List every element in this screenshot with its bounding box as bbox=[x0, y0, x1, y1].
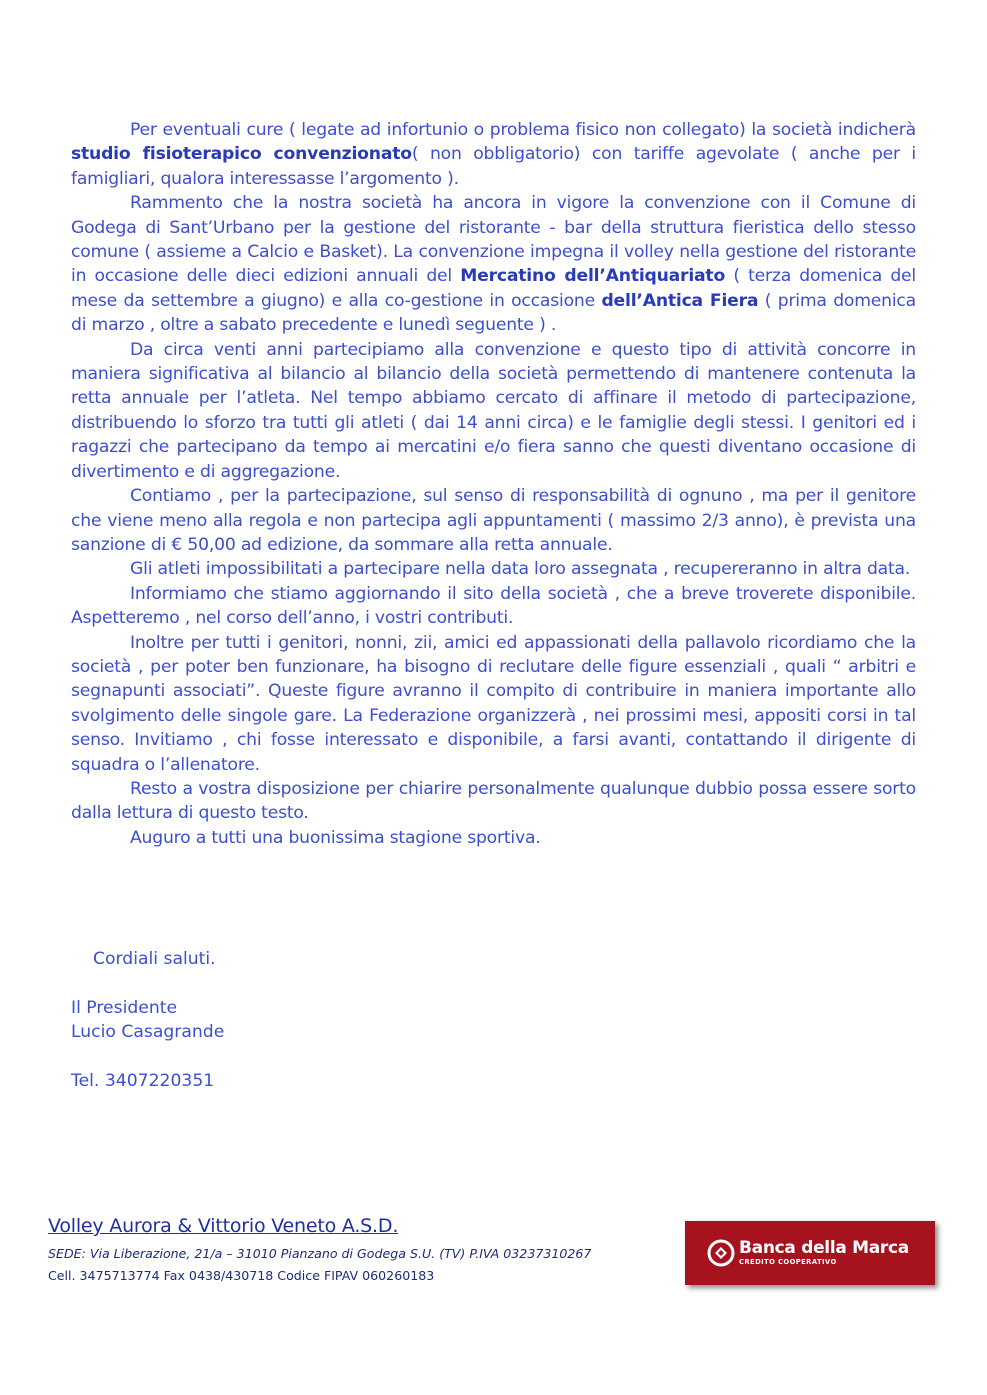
paragraph-convention bbox=[71, 191, 916, 337]
bold-phrase: studio fisioterapico convenzionato bbox=[71, 144, 412, 165]
sponsor-text bbox=[739, 1239, 909, 1267]
sponsor-logo bbox=[685, 1221, 935, 1285]
paragraph-text: Per eventuali cure ( legate ad infortunio o problema fisico non collegato) la società indicherà bbox=[130, 120, 916, 140]
paragraph-wishes: Auguro a tutti una buonissima stagione sportiva. bbox=[130, 827, 541, 848]
club-contacts: Cell. 3475713774 Fax 0438/430718 Codice FIPAV 060260183 bbox=[48, 1268, 435, 1283]
signature-name: Lucio Casagrande bbox=[71, 1022, 225, 1042]
paragraph-availability: Resto a vostra disposizione per chiarire personalmente qualunque dubbio possa essere sorto dalla lettura di questo testo. bbox=[71, 778, 916, 824]
letter-body bbox=[71, 118, 916, 850]
signature-role: Il Presidente bbox=[71, 998, 178, 1018]
paragraph-referees: Inoltre per tutti i genitori, nonni, zii, amici ed appassionati della pallavolo ricordiamo che la società , per poter ben funzionare, ha bisogno di reclutare delle figure essenziali , quali “ arbitri e segnapunti associati”. Queste figure avranno il compito di contribuire in maniera importante allo svolgimento delle singole gare. La Federazione organizzerà , nei prossimi mesi, appositi corsi in tal senso. Invitiamo , chi fosse interessato e disponibile, a farsi avanti, contattando il dirigente di squadra o l’allenatore. bbox=[71, 632, 916, 775]
paragraph-text: Rammento che la nostra società ha ancora in vigore la convenzione con il Comune di Godega di Sant’Urbano per la gestione del ristorante - bar della struttura fieristica dello stesso comune ( assieme a Calcio e Basket). La convenzione impegna il volley nella gestione del ristorante in occasione delle dieci edizioni annuali del bbox=[71, 193, 916, 287]
paragraph-text: ( prima domenica di marzo , oltre a sabato precedente e lunedì seguente ) . bbox=[71, 290, 917, 336]
sponsor-name: Banca della Marca bbox=[739, 1238, 909, 1258]
paragraph-physio bbox=[71, 118, 916, 191]
club-address: SEDE: Via Liberazione, 21/a – 31010 Pianzano di Godega S.U. (TV) P.IVA 03237310267 bbox=[48, 1246, 592, 1261]
paragraph-text: ( terza domenica del mese da settembre a giugno) e alla co-gestione in occasione bbox=[71, 266, 916, 311]
sponsor-subtitle: CREDITO COOPERATIVO bbox=[739, 1258, 837, 1266]
paragraph-recovery: Gli atleti impossibilitati a partecipare nella data loro assegnata , recupereranno in altra data. bbox=[130, 559, 911, 580]
closing-greeting: Cordiali saluti. bbox=[93, 949, 216, 969]
bold-phrase: Mercatino dell’Antiquariato bbox=[460, 266, 726, 287]
bank-mark-icon bbox=[707, 1239, 735, 1267]
paragraph-website: Informiamo che stiamo aggiornando il sito della società , che a breve troverete disponibile. Aspetteremo , nel corso dell’anno, i vostri contributi. bbox=[71, 583, 916, 629]
phone-number: Tel. 3407220351 bbox=[71, 1071, 215, 1091]
club-name: Volley Aurora & Vittorio Veneto A.S.D. bbox=[48, 1215, 399, 1237]
paragraph-history: Da circa venti anni partecipiamo alla convenzione e questo tipo di attività concorre in maniera significativa al bilancio al bilancio della società permettendo di mantenere contenuta la retta annuale per l’atleta. Nel tempo abbiamo cercato di affinare il metodo di partecipazione, distribuendo lo sforzo tra tutti gli atleti ( dai 14 anni circa) e le famiglie degli stessi. I genitori ed i ragazzi che partecipano da tempo ai mercatini e/o fiera sanno che questi diventano occasione di divertimento e di aggregazione. bbox=[71, 339, 916, 482]
paragraph-participation: Contiamo , per la partecipazione, sul senso di responsabilità di ognuno , ma per il genitore che viene meno alla regola e non partecipa agli appuntamenti ( massimo 2/3 anno), è prevista una sanzione di € 50,00 ad edizione, da sommare alla retta annuale. bbox=[71, 486, 916, 555]
paragraph-text: ( non obbligatorio) con tariffe agevolate ( anche per i famigliari, qualora interessasse l’argomento ). bbox=[71, 144, 916, 189]
bold-phrase: dell’Antica Fiera bbox=[601, 290, 759, 311]
